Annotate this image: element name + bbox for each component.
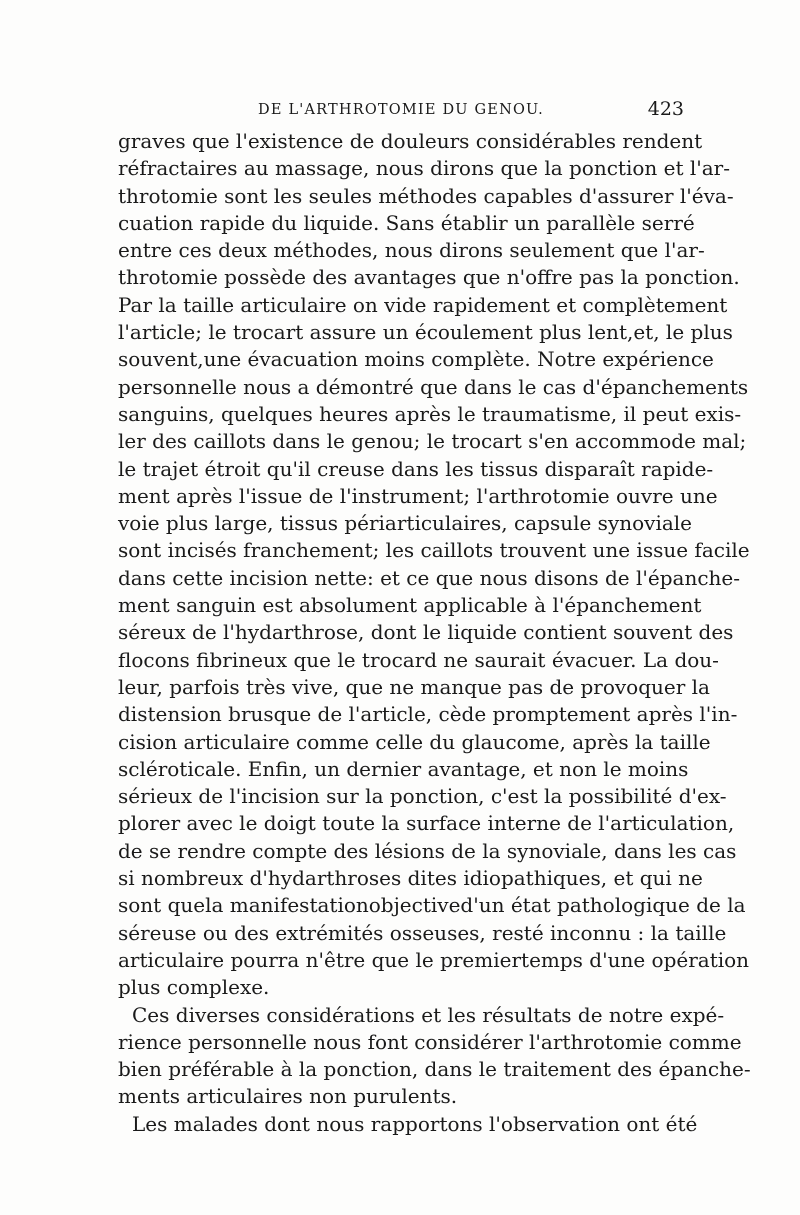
text-line: flocons fibrineux que le trocard ne saurait évacuer. La dou-	[118, 647, 719, 672]
text-line: voie plus large, tissus périarticulaires, capsule synoviale	[118, 511, 693, 536]
text-line: sont quela manifestationobjectived'un état pathologique de la	[118, 893, 746, 918]
text-line: l'article; le trocart assure un écoulement plus lent,et, le plus	[118, 320, 733, 345]
text-line: réfractaires au massage, nous dirons que la ponction et l'ar-	[118, 156, 731, 181]
text-line: Ces diverses considérations et les résultats de notre expé-	[132, 1002, 725, 1027]
text-line: si nombreux d'hydarthroses dites idiopathiques, et qui ne	[118, 866, 703, 891]
text-line: throtomie possède des avantages que n'offre pas la ponction.	[118, 265, 740, 290]
text-line: séreuse ou des extrémités osseuses, resté inconnu : la taille	[118, 920, 727, 945]
text-line: personnelle nous a démontré que dans le cas d'épanchements	[118, 374, 749, 399]
text-line: séreux de l'hydarthrose, dont le liquide contient souvent des	[118, 620, 734, 645]
text-line: graves que l'existence de douleurs considérables rendent	[118, 129, 703, 153]
page-header	[118, 96, 684, 126]
text-line: entre ces deux méthodes, nous dirons seulement que l'ar-	[118, 238, 705, 263]
text-line: dans cette incision nette: et ce que nous disons de l'épanche-	[118, 565, 741, 590]
text-line: leur, parfois très vive, que ne manque pas de provoquer la	[118, 674, 710, 699]
text-line: ments articulaires non purulents.	[118, 1084, 458, 1109]
text-line: plorer avec le doigt toute la surface interne de l'articulation,	[118, 811, 735, 836]
text-line: ler des caillots dans le genou; le trocart s'en accommode mal;	[118, 429, 747, 454]
text-line: Les malades dont nous rapportons l'observation ont été	[132, 1111, 698, 1136]
text-line: ment après l'issue de l'instrument; l'arthrotomie ouvre une	[118, 483, 718, 508]
text-line: sérieux de l'incision sur la ponction, c'est la possibilité d'ex-	[118, 784, 727, 809]
text-line: le trajet étroit qu'il creuse dans les tissus disparaît rapide-	[118, 456, 714, 481]
text-line: distension brusque de l'article, cède promptement après l'in-	[118, 702, 738, 727]
text-line: throtomie sont les seules méthodes capables d'assurer l'éva-	[118, 183, 734, 208]
body-text	[118, 128, 751, 1138]
text-line: sont incisés franchement; les caillots trouvent une issue facile	[118, 538, 750, 563]
text-line: souvent,une évacuation moins complète. Notre expérience	[118, 347, 714, 372]
text-line: rience personnelle nous font considérer l'arthrotomie comme	[118, 1029, 742, 1054]
running-title: DE L'ARTHROTOMIE DU GENOU.	[258, 102, 544, 118]
text-line: ment sanguin est absolument applicable à l'épanchement	[118, 593, 702, 618]
page-number: 423	[647, 98, 684, 120]
text-line: cision articulaire comme celle du glaucome, après la taille	[118, 729, 711, 754]
text-line: plus complexe.	[118, 975, 270, 1000]
text-line: bien préférable à la ponction, dans le traitement des épanche-	[118, 1057, 751, 1082]
text-line: scléroticale. Enfin, un dernier avantage, et non le moins	[118, 756, 689, 781]
text-line: sanguins, quelques heures après le traumatisme, il peut exis-	[118, 401, 742, 426]
text-line: articulaire pourra n'être que le premiertemps d'une opération	[118, 947, 750, 972]
text-line: de se rendre compte des lésions de la synoviale, dans les cas	[118, 838, 737, 863]
text-line: cuation rapide du liquide. Sans établir un parallèle serré	[118, 210, 695, 235]
text-line: Par la taille articulaire on vide rapidement et complètement	[118, 292, 728, 317]
